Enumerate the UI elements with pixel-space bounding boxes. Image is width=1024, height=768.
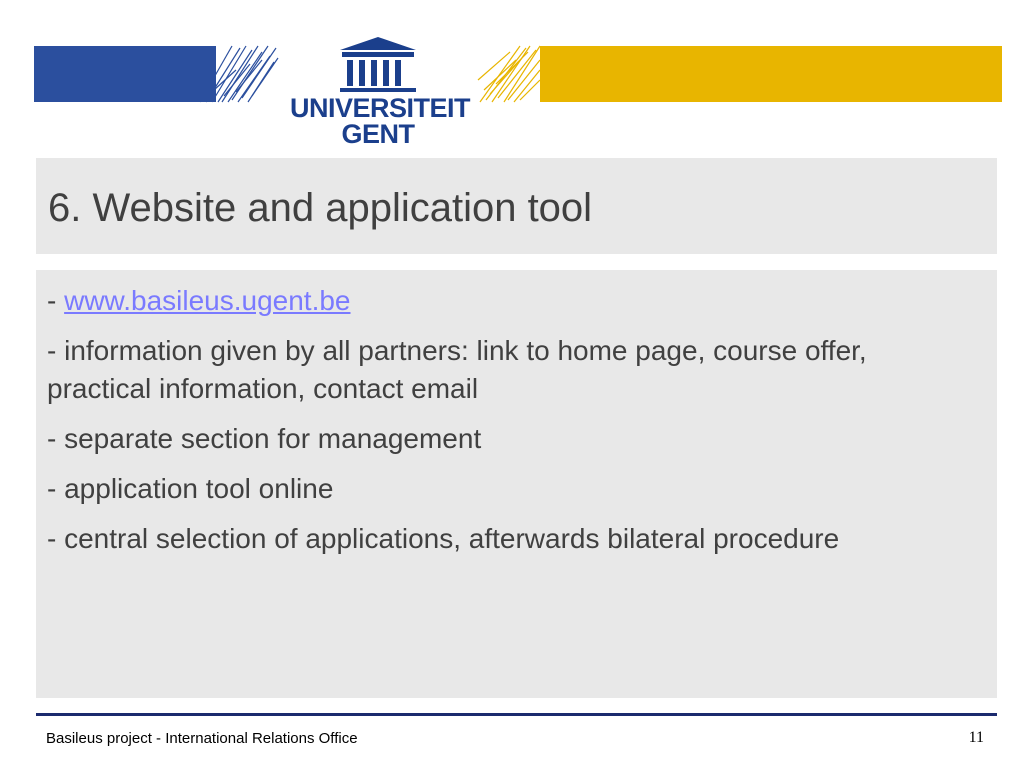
page-number: 11 (968, 729, 984, 746)
bullet-item: - central selection of applications, afterwards bilateral procedure (47, 523, 840, 554)
bullet-list (47, 282, 947, 570)
bullet-item (47, 282, 947, 320)
bullet-item: - separate section for management (47, 423, 482, 454)
blue-band (34, 46, 216, 102)
logo-text-universiteit: UNIVERSITEIT (290, 93, 471, 123)
university-building-icon (340, 37, 416, 92)
title-box (36, 158, 997, 254)
content-box (36, 270, 997, 698)
header-banner (0, 0, 1024, 160)
logo-text-gent: GENT (341, 119, 415, 149)
bullet-item: - application tool online (47, 473, 334, 504)
slide-title: 6. Website and application tool (48, 186, 593, 230)
website-link[interactable]: www.basileus.ugent.be (64, 285, 351, 316)
yellow-grass-strokes (478, 46, 540, 102)
banner-graphic (0, 0, 1024, 160)
bullet-prefix: - (47, 285, 65, 316)
footer-divider (36, 713, 997, 716)
bullet-item: - information given by all partners: link to home page, course offer, practical information, contact email (47, 335, 867, 404)
yellow-band (540, 46, 1002, 102)
footer-text: Basileus project - International Relations Office (46, 730, 358, 747)
